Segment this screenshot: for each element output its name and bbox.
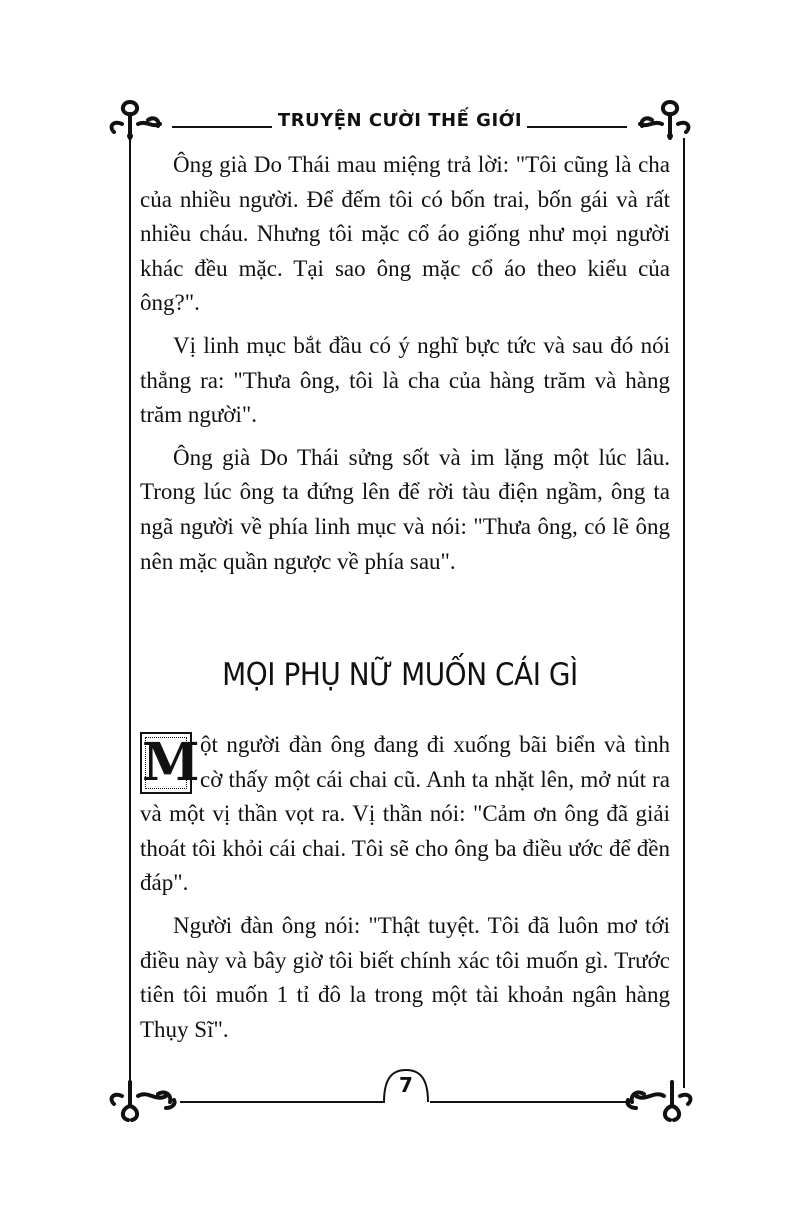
story2-text — [140, 728, 670, 1055]
running-header: TRUYỆN CƯỜI THẾ GIỚI — [277, 110, 523, 131]
story1-paragraph-2: Vị linh mục bắt đầu có ý nghĩ bực tức và sau đó nói thẳng ra: "Thưa ông, tôi là cha của hàng trăm và hàng trăm người". — [140, 332, 670, 428]
flourish-top-right-icon — [630, 98, 700, 142]
footer-rule-right — [430, 1101, 630, 1103]
footer-rule-left — [180, 1101, 385, 1103]
flourish-bottom-left-icon — [100, 1078, 182, 1124]
section-title: MỌI PHỤ NỮ MUỐN CÁI GÌ — [222, 657, 578, 693]
story2-paragraph-1-text: ột người đàn ông đang đi xuống bãi biển và tình cờ thấy một cái chai cũ. Anh ta nhặt lên, mở nút ra và một vị thần vọt ra. Vị thần nói: "Cảm ơn ông đã giải thoát tôi khỏi cái chai. Tôi sẽ cho ông ba điều ước để đền đáp". — [140, 732, 670, 896]
story1-paragraph-3: Ông già Do Thái sửng sốt và im lặng một lúc lâu. Trong lúc ông ta đứng lên để rời tàu điện ngầm, ông ta ngã người về phía linh mục và nói: "Thưa ông, có lẽ ông nên mặc quần ngược về phía sau". — [140, 444, 670, 574]
frame-left-line — [129, 138, 131, 1088]
page-number: 7 — [399, 1073, 413, 1097]
story1-paragraph-1: Ông già Do Thái mau miệng trả lời: "Tôi cũng là cha của nhiều người. Để đếm tôi có bốn trai, bốn gái và rất nhiều cháu. Nhưng tôi mặc cổ áo giống như mọi người khác đều mặc. Tại sao ông mặc cổ áo theo kiểu của ông?". — [140, 152, 670, 316]
drop-cap: M — [142, 732, 200, 793]
story2-paragraph-2: Người đàn ông nói: "Thật tuyệt. Tôi đã luôn mơ tới điều này và bây giờ tôi biết chính xác tôi muốn gì. Trước tiên tôi muốn 1 tỉ đô la trong một tài khoản ngân hàng Thụy Sĩ". — [140, 912, 670, 1042]
frame-right-line — [683, 138, 685, 1088]
flourish-top-left-icon — [100, 98, 170, 142]
flourish-bottom-right-icon — [620, 1078, 702, 1124]
story2-paragraph-1 — [140, 728, 670, 901]
story1-text — [140, 148, 670, 587]
